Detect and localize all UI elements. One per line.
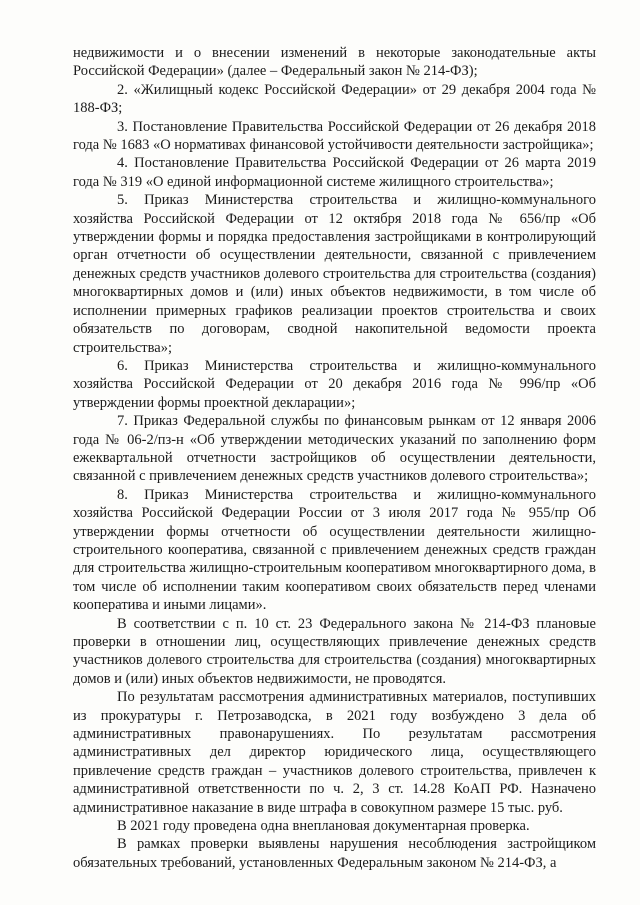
paragraph-item-4: 4. Постановление Правительства Российской Федерации от 26 марта 2019 года № 319 «О единой информационной системе жилищного строительства»;	[73, 155, 596, 190]
paragraph-violations: В рамках проверки выявлены нарушения несоблюдения застройщиком обязательных требований, установленных Федеральным законом № 214-ФЗ, а	[73, 836, 596, 871]
paragraph-administrative-cases: По результатам рассмотрения административных материалов, поступивших из прокуратуры г. Петрозаводска, в 2021 году возбуждено 3 дела об административных правонарушениях. По результатам рассмотрения административных дел директор юридического лица, осуществляющего привлечение средств граждан – участников долевого строительства, привлечен к административной ответственности по ч. 2, 3 ст. 14.28 КоАП РФ. Назначено административное наказание в виде штрафа в совокупном размере 15 тыс. руб.	[73, 689, 596, 816]
paragraph-item-6: 6. Приказ Министерства строительства и жилищно-коммунального хозяйства Российской Федерации от 20 декабря 2016 года № 996/пр «Об утверждении формы проектной декларации»;	[73, 357, 596, 411]
paragraph-planned-inspections: В соответствии с п. 10 ст. 23 Федерального закона № 214-ФЗ плановые проверки в отношении лиц, осуществляющих привлечение денежных средств участников долевого строительства для строительства (создания) многоквартирных домов и (или) иных объектов недвижимости, не проводятся.	[73, 615, 596, 687]
paragraph-item-8: 8. Приказ Министерства строительства и жилищно-коммунального хозяйства Российской Федерации России от 3 июля 2017 года № 955/пр Об утверждении формы отчетности об осуществлении деятельности жилищно-строительного кооператива, связанной с привлечением денежных средств граждан для строительства жилищно-строительным кооперативом многоквартирного дома, в том числе об исполнении таким кооперативом своих обязательств перед членами кооператива и иными лицами».	[73, 486, 596, 614]
paragraph-item-3: 3. Постановление Правительства Российской Федерации от 26 декабря 2018 года № 1683 «О нормативах финансовой устойчивости деятельности застройщика»;	[73, 118, 596, 154]
paragraph-item-2: 2. «Жилищный кодекс Российской Федерации» от 29 декабря 2004 года № 188-ФЗ;	[73, 81, 596, 117]
paragraph-item-5: 5. Приказ Министерства строительства и жилищно-коммунального хозяйства Российской Федерации от 12 октября 2018 года № 656/пр «Об утверждении формы и порядка предоставления застройщиками в контролирующий орган отчетности об осуществлении деятельности, связанной с привлечением денежных средств участников долевого строительства для строительства (создания) многоквартирных домов и (или) иных объектов недвижимости, в том числе об исполнении примерных графиков реализации проектов строительства и своих обязательств по договорам, сводной накопительной ведомости проекта строительства»;	[73, 192, 596, 356]
paragraph-continuation: недвижимости и о внесении изменений в некоторые законодательные акты Российской Федерации» (далее – Федеральный закон № 214-ФЗ);	[73, 45, 596, 80]
paragraph-item-7: 7. Приказ Федеральной службы по финансовым рынкам от 12 января 2006 года № 06-2/пз-н «Об утверждении методических указаний по заполнению форм ежеквартальной отчетности застройщиков об осуществлении деятельности, связанной с привлечением денежных средств участников долевого строительства»;	[73, 413, 596, 485]
paragraph-unscheduled-inspection: В 2021 году проведена одна внеплановая документарная проверка.	[117, 818, 530, 835]
